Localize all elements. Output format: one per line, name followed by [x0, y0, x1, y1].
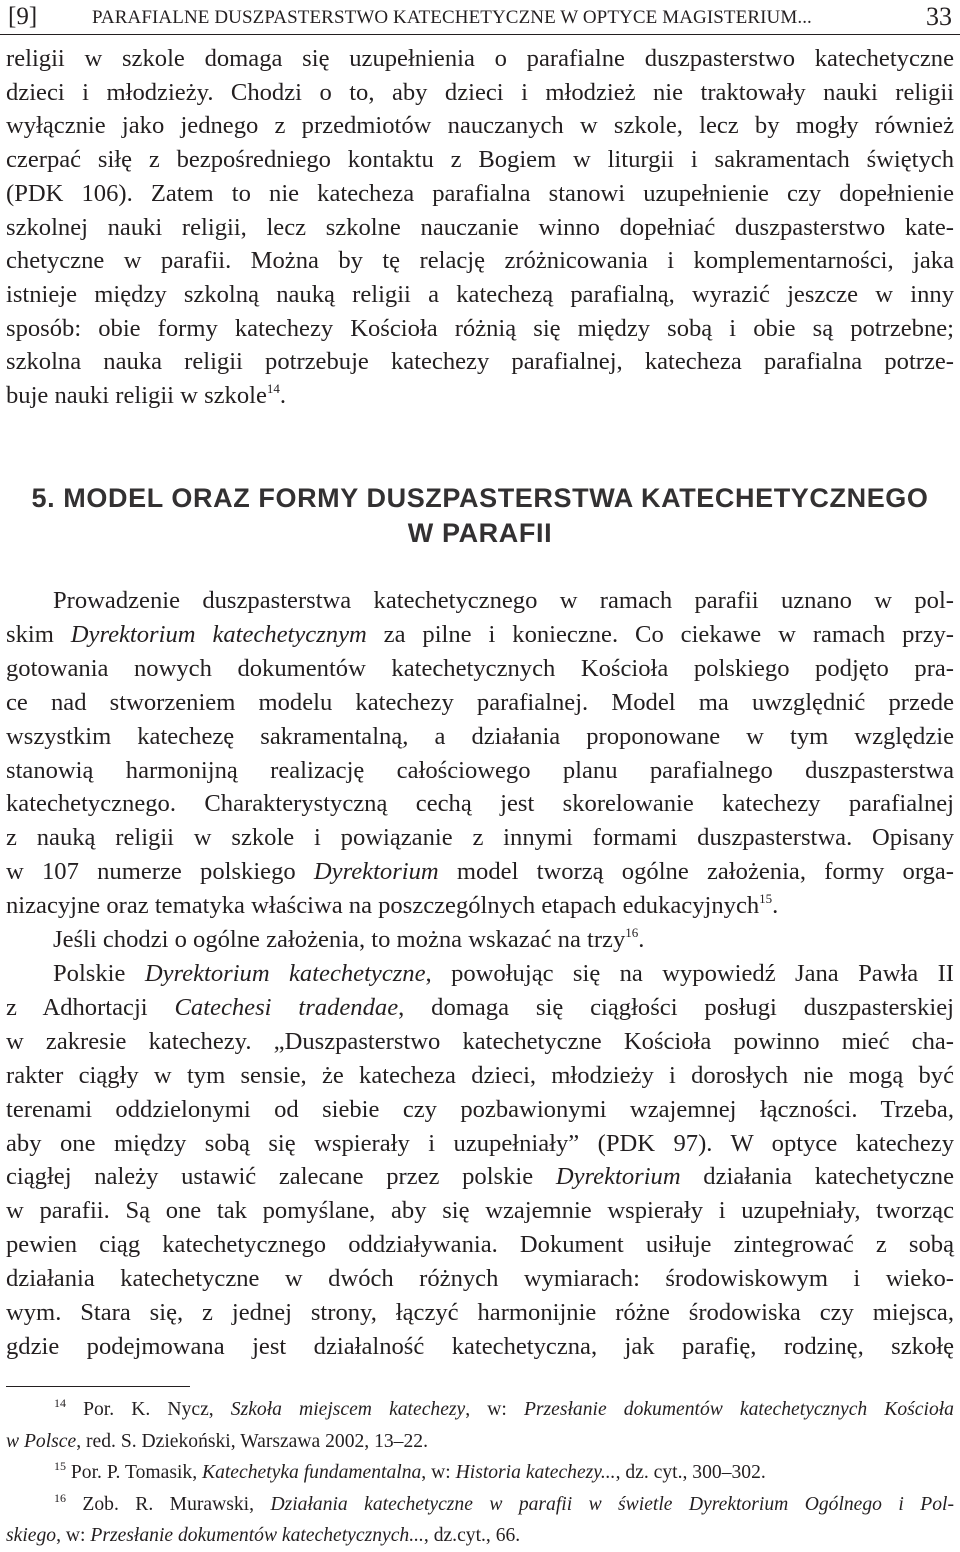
text-run: .	[772, 892, 779, 920]
footnote-ref[interactable]: 14	[266, 381, 280, 397]
text-run: Zob. R. Murawski,	[66, 1493, 271, 1515]
text-line	[6, 618, 954, 652]
text-line: terenami oddzielonymi od siebie czy pozbawionymi wzajemnej łączności. Trzeba,	[6, 1095, 954, 1123]
footnote-16-cont	[6, 1520, 954, 1552]
italic-title: Działania katechetyczne w parafii w świetle Dyrektorium Ogólnego i Pol-	[270, 1493, 954, 1515]
italic-title: w Polsce	[6, 1430, 77, 1452]
running-header	[0, 0, 960, 36]
text-run: , w:	[56, 1525, 91, 1546]
footnote-number: 15	[54, 1459, 66, 1473]
text-run: Jeśli chodzi o ogólne założenia, to można wskazać na trzy	[53, 926, 626, 954]
text-run: nizacyjne oraz tematyka właściwa na poszczególnych etapach edukacyjnych	[6, 892, 760, 920]
text-run: .	[279, 382, 287, 410]
chapter-marker: [9]	[8, 3, 38, 30]
italic-title: Szkoła miejscem katechezy	[230, 1399, 466, 1420]
text-run: , powołując się na wypowiedź Jana Pawła II	[425, 959, 954, 987]
italic-title: Dyrektorium	[313, 858, 439, 886]
text-line: gotowania nowych dokumentów katechetycznych Kościoła polskiego podjęto pra-	[6, 654, 954, 682]
italic-title: Dyrektorium	[555, 1163, 681, 1191]
section-heading: 5. MODEL ORAZ FORMY DUSZPASTERSTWA KATECHETYCZNEGO	[31, 483, 929, 513]
text-line: gdzie podejmowana jest działalność katechetyczna, jak parafię, rodzinę, szkołę	[6, 1332, 954, 1360]
page-number: 33	[926, 2, 952, 31]
text-line: czerpać siłę z bezpośredniego kontaktu z Bogiem w liturgii i sakramentach świętych	[6, 146, 954, 174]
text-line	[6, 923, 954, 957]
text-run: Por. P. Tomasik,	[66, 1462, 202, 1483]
footnote-number: 14	[54, 1396, 66, 1410]
text-line	[6, 379, 954, 413]
text-line: szkolna nauka religii potrzebuje katechezy parafialnej, katecheza parafialna potrze-	[6, 348, 954, 376]
text-run: w 107 numerze polskiego	[6, 858, 314, 886]
text-run: , dz. cyt., 300–302.	[615, 1462, 766, 1483]
text-line: (PDK 106). Zatem to nie katecheza parafialna stanowi uzupełnienie czy dopełnienie	[6, 179, 954, 207]
text-run: , dz.cyt., 66.	[423, 1525, 521, 1546]
text-line: ce nad stworzeniem modelu katechezy parafialnej. Model ma uwzględnić przede	[6, 688, 954, 716]
text-run: , domaga się ciągłości posługi duszpasterskiej	[398, 993, 954, 1021]
header-rule	[0, 34, 960, 35]
italic-title: Katechetyka fundamentalna	[202, 1462, 422, 1483]
paragraph-continuation	[6, 42, 954, 413]
text-run: Por. K. Nycz,	[66, 1399, 231, 1420]
text-line: istnieje między szkolną nauką religii a katechezą parafialną, wyrazić jeszcze w inny	[6, 280, 954, 308]
text-line: dzieci i młodzieży. Chodzi o to, aby dzieci i młodzież nie traktowały nauki religii	[6, 78, 954, 106]
footnote-ref[interactable]: 16	[625, 925, 639, 941]
text-line: stanowią harmonijną realizację całościowego planu parafialnego duszpasterstwa	[6, 756, 954, 784]
footnote-number: 16	[54, 1490, 66, 1505]
text-line: działania katechetyczne w dwóch różnych wymiarach: środowiskowym i wieko-	[6, 1265, 954, 1293]
text-line: wszystkim katechezę sakramentalną, a działania proponowane w tym względzie	[6, 722, 954, 750]
text-line	[6, 889, 954, 923]
text-run: ciągłej należy ustawić zalecane przez polskie	[6, 1163, 556, 1191]
text-line: z nauką religii w szkole i powiązanie z innymi formami duszpasterstwa. Opisany	[6, 824, 954, 852]
text-line	[6, 957, 954, 991]
text-line: szkolnej nauki religii, lecz szkolne nauczanie winno dopełniać duszpasterstwo kate-	[6, 213, 954, 241]
footnote-14-cont	[6, 1426, 954, 1458]
italic-title: Catechesi tradendae	[174, 993, 399, 1021]
text-line: katechetycznego. Charakterystyczną cechą jest skorelowanie katechezy parafialnej	[6, 790, 954, 818]
text-run: buje nauki religii w szkole	[6, 382, 267, 410]
text-line: w zakresie katechezy. „Duszpasterstwo katechetyczne Kościoła powinno mieć cha-	[6, 1027, 954, 1055]
text-line: w parafii. Są one tak pomyślane, aby się wzajemnie wspierały i uzupełniały, tworząc	[6, 1197, 954, 1225]
footnote-16	[6, 1489, 954, 1521]
footnotes	[6, 1394, 954, 1552]
text-run: Polskie	[53, 959, 145, 987]
text-line: chetyczne w parafii. Można by tę relację zróżnicowania i komplementarności, jaka	[6, 247, 954, 275]
text-run: , w:	[421, 1462, 456, 1483]
text-line: pewien ciąg katechetycznego oddziaływania. Dokument usiłuje zintegrować z sobą	[6, 1231, 954, 1259]
footnote-ref[interactable]: 15	[759, 891, 773, 907]
text-run: za pilne i konieczne. Co ciekawe w ramach przy-	[366, 620, 954, 648]
section-heading-continued: W PARAFII	[407, 518, 553, 548]
text-line: Prowadzenie duszpasterstwa katechetycznego w ramach parafii uznano w pol-	[53, 587, 954, 614]
text-run: z Adhortacji	[6, 993, 175, 1021]
section-body	[6, 584, 954, 1364]
text-line: religii w szkole domaga się uzupełnienia o parafialne duszpasterstwo katechetyczne	[6, 45, 954, 72]
text-line: rakter ciągły w tym sensie, że katecheza dzieci, młodzieży i dorosłych nie mogą być	[6, 1061, 954, 1089]
text-run: model tworzą ogólne założenia, formy orga-	[438, 858, 954, 886]
text-line	[6, 1160, 954, 1194]
text-run: .	[638, 926, 645, 954]
running-title: PARAFIALNE DUSZPASTERSTWO KATECHETYCZNE W OPTYCE MAGISTERIUM...	[92, 7, 812, 28]
italic-title: skiego	[6, 1525, 57, 1546]
italic-title: Dyrektorium katechetycznym	[70, 620, 367, 648]
text-run: działania katechetyczne	[680, 1163, 954, 1191]
italic-title: Przesłanie dokumentów katechetycznych Kościoła	[523, 1399, 954, 1420]
footnote-separator	[6, 1386, 190, 1387]
text-line	[6, 991, 954, 1025]
text-run: skim	[6, 620, 71, 648]
text-line: aby one między sobą się wspierały i uzupełniały” (PDK 97). W optyce katechezy	[6, 1129, 954, 1157]
italic-title: Przesłanie dokumentów katechetycznych...	[90, 1525, 424, 1546]
footnote-14	[6, 1394, 954, 1426]
text-run: , red. S. Dziekoński, Warszawa 2002, 13–22.	[76, 1430, 428, 1452]
text-run: , w:	[465, 1399, 524, 1420]
text-line: sposób: obie formy katechezy Kościoła różnią się między sobą i obie są potrzebne;	[6, 314, 954, 342]
text-line: wym. Stara się, z jednej strony, łączyć harmonijnie różne środowiska czy miejsca,	[6, 1299, 954, 1327]
text-line	[6, 855, 954, 889]
text-line: wyłącznie jako jednego z przedmiotów nauczanych w szkole, lecz by mogły również	[6, 112, 954, 140]
italic-title: Historia katechezy...	[455, 1462, 616, 1483]
footnote-15	[6, 1457, 954, 1489]
italic-title: Dyrektorium katechetyczne	[144, 959, 426, 987]
